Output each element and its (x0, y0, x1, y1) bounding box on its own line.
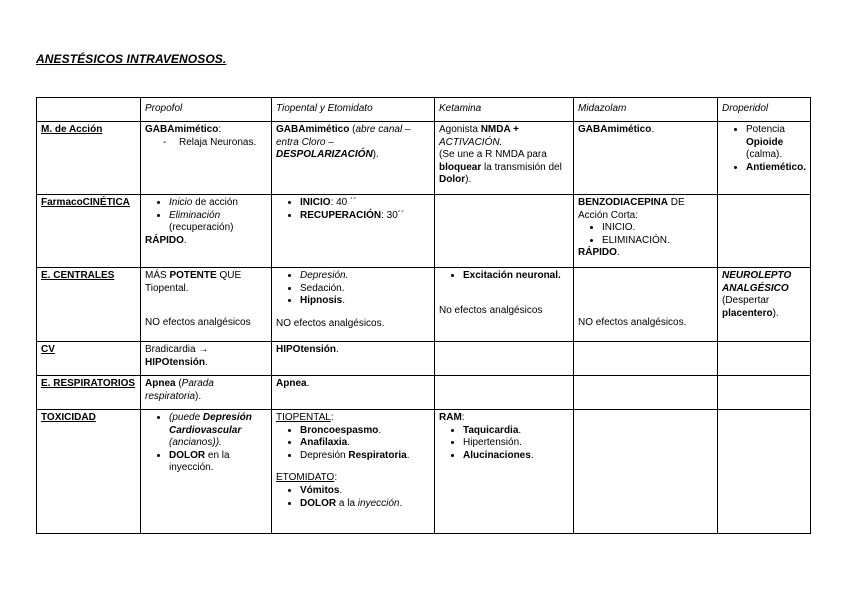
text: Bradicardia → (145, 344, 209, 355)
text: ACTIVACIÓN. (439, 136, 503, 148)
text: Potencia (746, 124, 785, 135)
list-item (300, 450, 430, 463)
text: . (530, 449, 534, 461)
text: Eliminación (169, 209, 221, 221)
cell-droperidol (718, 342, 811, 376)
text: + (510, 124, 519, 135)
cell-ketamina (435, 268, 574, 342)
text: de acción (192, 197, 238, 208)
list (276, 485, 430, 510)
list-item (300, 295, 430, 308)
text: NO efectos analgésicos. (276, 317, 385, 329)
spacer (578, 270, 713, 317)
text: . (651, 124, 655, 135)
text: ( (175, 378, 182, 389)
text: . (205, 356, 208, 368)
row-label: TOXICIDAD (37, 410, 141, 534)
header-propofol: Propofol (141, 98, 272, 122)
list-item (300, 498, 430, 511)
text: ETOMIDATO (276, 472, 335, 484)
row-label: FarmacoCINÉTICA (37, 195, 141, 268)
text: Apnea (276, 378, 307, 389)
cell-ketamina (435, 122, 574, 195)
header-empty (37, 98, 141, 122)
text: a la (336, 497, 358, 509)
text: (calma). (746, 149, 783, 161)
text: GABAmimético (578, 124, 652, 135)
text: . (399, 497, 403, 509)
text: ). (465, 174, 472, 186)
list-item (169, 450, 267, 475)
text: POTENTE (169, 270, 217, 281)
text: GABAmimético (145, 124, 219, 135)
list-item: • Depresión. (300, 270, 430, 283)
list (276, 425, 430, 463)
text: HIPOtensión (276, 344, 337, 355)
row-label: M. de Acción (37, 122, 141, 195)
cell-propofol (141, 342, 272, 376)
text: en la inyección. (169, 449, 230, 474)
text: (Se une a R NMDA para (439, 149, 547, 161)
text: . (406, 449, 410, 461)
text: QUE Tiopental. (145, 270, 242, 294)
header-droperidol: Droperidol (718, 98, 811, 122)
text: RÁPIDO (578, 247, 617, 259)
text: DOLOR (300, 497, 337, 509)
text: bloquear (439, 161, 482, 173)
text: Depresión (300, 449, 349, 461)
text: NO efectos analgésicos (145, 317, 251, 329)
text: Parada respiratoria (145, 378, 214, 402)
text: : (330, 412, 334, 423)
text: Broncoespasmo (300, 424, 379, 436)
list-item (300, 197, 430, 210)
list-item (169, 197, 267, 210)
list (145, 137, 267, 150)
text: (Despertar (722, 295, 770, 307)
list-item (300, 425, 430, 438)
text: Inicio (169, 197, 193, 208)
header-ketamina: Ketamina (435, 98, 574, 122)
cell-midazolam (574, 195, 718, 268)
spacer (276, 462, 430, 472)
text: ). (772, 307, 779, 319)
text: . (347, 437, 351, 449)
cell-tiopental (272, 195, 435, 268)
cell-tiopental (272, 376, 435, 410)
cell-propofol (141, 122, 272, 195)
list-item: • Hipertensión. (463, 437, 569, 450)
list (578, 222, 713, 247)
text: HIPOtensión (145, 356, 206, 368)
list-item (300, 485, 430, 498)
text: Agonista (439, 124, 481, 135)
list-item: • INICIO. (602, 222, 713, 235)
cell-midazolam (574, 268, 718, 342)
list-item: • Antiemético. (746, 162, 806, 175)
list-item (300, 210, 430, 223)
text: : 30´´ (381, 209, 405, 221)
cell-ketamina (435, 376, 574, 410)
list-item: • Excitación neuronal. (463, 270, 569, 283)
list-item (746, 124, 806, 162)
text: : (218, 124, 222, 135)
text: DESPOLARIZACIÓN (276, 149, 373, 161)
text: : (334, 472, 338, 484)
header-row (37, 98, 811, 122)
row-cv (37, 342, 811, 376)
cell-tiopental (272, 410, 435, 534)
text: la transmisión del (481, 161, 562, 173)
text: Apnea (145, 378, 176, 389)
list (722, 124, 806, 174)
list-item (463, 450, 569, 463)
row-label: E. CENTRALES (37, 268, 141, 342)
text: GABAmimético (276, 124, 350, 135)
text: Alucinaciones (463, 449, 531, 461)
cell-droperidol (718, 195, 811, 268)
page-title: ANESTÉSICOS INTRAVENOSOS. (36, 52, 227, 66)
text: . (306, 378, 310, 389)
list (276, 270, 430, 308)
text: Opioide (746, 136, 784, 148)
cell-tiopental (272, 268, 435, 342)
text: NMDA (480, 124, 511, 135)
cell-tiopental (272, 342, 435, 376)
text: INICIO (300, 197, 331, 208)
row-label: CV (37, 342, 141, 376)
list (439, 425, 569, 463)
list-item (169, 412, 267, 450)
list-item: • ELIMINACIÓN. (602, 235, 713, 248)
cell-droperidol (718, 122, 811, 195)
header-midazolam: Midazolam (574, 98, 718, 122)
list-item: • Sedación. (300, 283, 430, 296)
text: . (378, 424, 382, 436)
text: inyección (357, 497, 400, 509)
list (145, 197, 267, 235)
cell-droperidol (718, 268, 811, 342)
text: Vómitos (300, 484, 340, 496)
text: : (461, 412, 465, 423)
text: RECUPERACIÓN (300, 209, 382, 221)
text: Hipnosis (300, 295, 343, 307)
cell-ketamina (435, 195, 574, 268)
text: : 40 ´´ (330, 197, 357, 208)
row-respiratorios (37, 376, 811, 410)
text: BENZODIACEPINA (578, 197, 669, 208)
cell-ketamina (435, 342, 574, 376)
text: (puede (169, 412, 203, 423)
row-mecanismo-accion (37, 122, 811, 195)
text: . (342, 295, 346, 307)
text: ). (372, 149, 379, 161)
row-label: E. RESPIRATORIOS (37, 376, 141, 410)
cell-propofol (141, 195, 272, 268)
cell-propofol (141, 268, 272, 342)
list-item (300, 437, 430, 450)
cell-ketamina (435, 410, 574, 534)
text: (ancianos)). (169, 437, 222, 449)
text: Respiratoria (348, 449, 407, 461)
text: abre canal – entra Cloro – (276, 124, 411, 148)
cell-midazolam (574, 122, 718, 195)
cell-propofol (141, 376, 272, 410)
cell-droperidol (718, 376, 811, 410)
cell-tiopental (272, 122, 435, 195)
text: No efectos analgésicos (439, 304, 543, 316)
spacer (439, 283, 569, 305)
cell-droperidol (718, 410, 811, 534)
text: NO efectos analgésicos. (578, 317, 687, 328)
text: . (339, 484, 343, 496)
list-item (169, 210, 267, 235)
text: DOLOR (169, 449, 206, 461)
text: Dolor (439, 174, 466, 186)
list-item: - Relaja Neuronas. (163, 137, 267, 150)
row-efectos-centrales (37, 268, 811, 342)
cell-propofol (141, 410, 272, 534)
text: Depresión Cardiovascular (169, 412, 252, 436)
text: RÁPIDO (145, 234, 184, 246)
text: placentero (722, 307, 773, 319)
text: . (183, 234, 187, 246)
text: Taquicardia (463, 424, 519, 436)
text: . (518, 424, 522, 436)
text: DE Acción Corta: (578, 197, 685, 221)
spacer (145, 295, 267, 317)
cell-midazolam (574, 342, 718, 376)
spacer (276, 308, 430, 318)
list (276, 197, 430, 222)
text: RAM (439, 412, 462, 423)
cell-midazolam (574, 376, 718, 410)
text: ). (195, 390, 202, 402)
cell-midazolam (574, 410, 718, 534)
row-toxicidad (37, 410, 811, 534)
anesthetics-table (36, 97, 811, 534)
row-farmacocinetica (37, 195, 811, 268)
text: ( (349, 124, 356, 135)
text: (recuperación) (169, 222, 234, 234)
text: . (336, 344, 339, 355)
list-item (463, 425, 569, 438)
list (145, 412, 267, 475)
text: Anafilaxia (300, 437, 348, 449)
text: . (616, 247, 620, 259)
text: TIOPENTAL (276, 412, 331, 423)
text: MÁS (145, 270, 170, 281)
header-tiopental: Tiopental y Etomidato (272, 98, 435, 122)
list (439, 270, 569, 283)
text: NEUROLEPTO ANALGÉSICO (722, 270, 792, 294)
